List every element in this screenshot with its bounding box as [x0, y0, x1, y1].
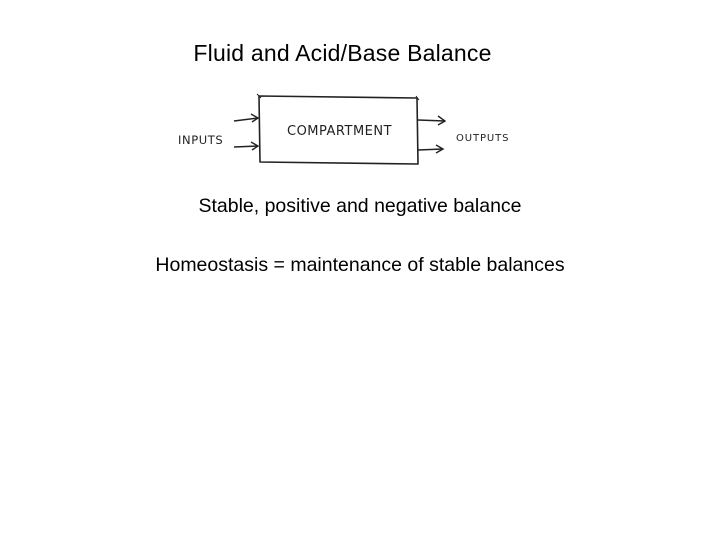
outputs-label: OUTPUTS: [456, 133, 510, 144]
homeostasis-definition: Homeostasis = maintenance of stable balances: [155, 254, 565, 276]
output-arrow-top: [418, 116, 445, 125]
balance-types-text: Stable, positive and negative balance: [198, 195, 522, 217]
inputs-label: INPUTS: [178, 133, 224, 147]
input-arrow-bottom: [234, 142, 258, 150]
compartment-label: COMPARTMENT: [287, 124, 393, 139]
output-arrow-bottom: [418, 145, 443, 153]
input-arrow-top: [234, 114, 258, 122]
compartment-diagram-svg: [160, 85, 540, 175]
compartment-diagram: [160, 85, 540, 175]
slide-title: Fluid and Acid/Base Balance: [193, 40, 492, 66]
